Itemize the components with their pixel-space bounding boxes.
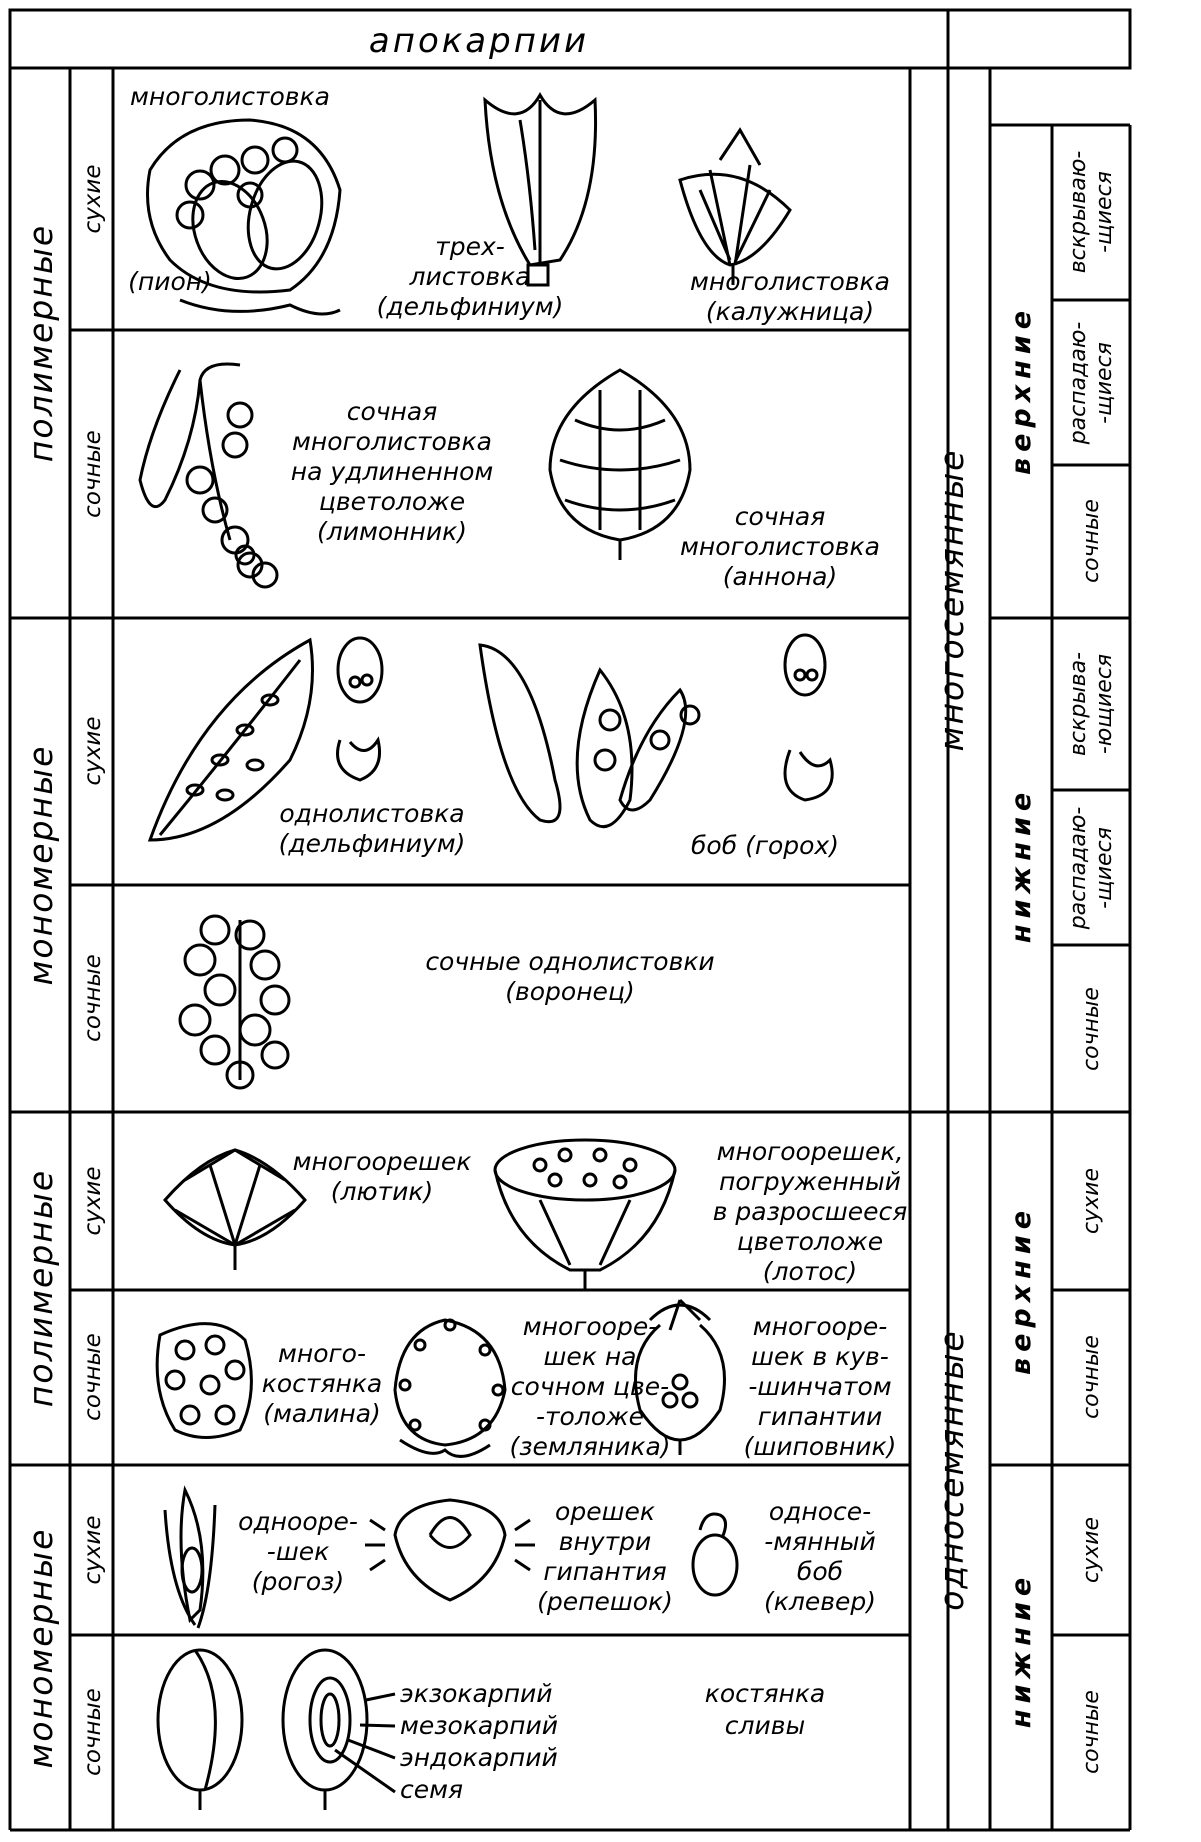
label-annona-text xyxy=(680,502,880,591)
label-lotus-text xyxy=(713,1137,908,1286)
label-lotus-line: в разросшееся xyxy=(712,1197,908,1226)
buttercup-fruit-icon xyxy=(165,1150,305,1270)
label-peony-multifollicle xyxy=(130,82,330,111)
label-peony-multifollicle-text xyxy=(130,82,330,111)
agrimony-fruit-icon xyxy=(365,1500,535,1600)
label-schizocarpic-1-line: распадаю- xyxy=(1066,321,1091,445)
label-dry-1: сухие xyxy=(80,164,106,234)
label-rosehip-line: -шинчатом xyxy=(748,1372,892,1401)
label-clover-line: -мянный xyxy=(764,1527,876,1556)
label-upper-1: верхние xyxy=(1006,304,1037,476)
label-type-juicy-3: сочные xyxy=(1079,1335,1104,1419)
label-schisandra-line: многолистовка xyxy=(292,427,492,456)
label-peony-name xyxy=(128,267,212,296)
label-delphinium-trifollicle-line: (дельфиниум) xyxy=(376,292,564,321)
label-drupe-layers-line: семя xyxy=(400,1775,464,1804)
label-juicy-1: сочные xyxy=(80,430,106,518)
label-dehiscent-2 xyxy=(1066,652,1117,756)
header-title: апокарпии xyxy=(368,21,590,61)
label-lotus xyxy=(713,1137,908,1286)
label-rosehip-line: гипантии xyxy=(757,1402,883,1431)
label-rosehip-text xyxy=(744,1312,897,1461)
label-delphinium-trifollicle-line: трех- xyxy=(435,232,505,261)
caltha-follicle-icon xyxy=(680,130,790,285)
label-juicy-3: сочные xyxy=(80,1333,106,1421)
label-delphinium-follicle-text xyxy=(279,799,466,858)
label-lotus-line: погруженный xyxy=(718,1167,902,1196)
label-polymerous-bottom: полимерные xyxy=(21,1168,60,1408)
label-pea-text xyxy=(691,831,839,860)
label-dry-3: сухие xyxy=(80,1166,106,1236)
label-plum-drupe-text xyxy=(705,1679,826,1740)
label-caltha-line: (калужница) xyxy=(705,297,875,326)
schisandra-fruit-icon xyxy=(140,364,277,587)
label-agrimony-text xyxy=(537,1497,673,1616)
lotus-fruit-icon xyxy=(495,1140,675,1290)
label-schisandra-line: сочная xyxy=(346,397,438,426)
label-schizocarpic-1 xyxy=(1066,322,1117,446)
label-agrimony-line: гипантия xyxy=(543,1557,667,1586)
label-dry-4: сухие xyxy=(80,1515,106,1585)
label-dry-2: сухие xyxy=(80,716,106,786)
cattail-achene-icon xyxy=(165,1490,215,1628)
label-schisandra-line: цветоложе xyxy=(318,487,466,516)
label-lotus-line: цветоложе xyxy=(736,1227,884,1256)
label-drupe-layers-text xyxy=(400,1679,558,1804)
label-schizocarpic-2 xyxy=(1066,807,1117,931)
label-dehiscent-2-line: -ющиеся xyxy=(1092,653,1117,755)
label-juicy-2: сочные xyxy=(80,954,106,1042)
label-dehiscent-1-line: -щиеся xyxy=(1092,171,1117,253)
label-cattail-text xyxy=(238,1507,358,1596)
pea-pod-icon xyxy=(480,635,832,827)
label-buttercup-text xyxy=(293,1147,472,1206)
label-schisandra-text xyxy=(291,397,494,546)
label-clover-text xyxy=(764,1497,876,1616)
label-dehiscent-2-text xyxy=(1066,652,1117,756)
label-raspberry xyxy=(262,1339,383,1428)
label-buttercup xyxy=(293,1147,472,1206)
label-strawberry-line: сочном цве- xyxy=(510,1372,670,1401)
label-pea-line: боб (горох) xyxy=(691,831,839,860)
label-delphinium-follicle-line: однолистовка xyxy=(279,799,465,828)
label-caltha xyxy=(690,267,890,326)
label-monomerous-top: мономерные xyxy=(21,744,60,986)
label-actaea xyxy=(425,947,714,1006)
label-caltha-line: многолистовка xyxy=(690,267,890,296)
left-axis-labels xyxy=(21,165,106,1776)
label-clover-line: (клевер) xyxy=(764,1587,876,1616)
label-plum-drupe-line: костянка xyxy=(704,1679,826,1708)
annona-fruit-icon xyxy=(550,370,690,560)
label-lotus-line: многоорешек, xyxy=(716,1137,904,1166)
label-strawberry-text xyxy=(509,1312,670,1461)
label-cattail-line: (рогоз) xyxy=(251,1567,345,1596)
label-clover-line: односе- xyxy=(768,1497,872,1526)
label-delphinium-follicle-line: (дельфиниум) xyxy=(278,829,466,858)
label-type-dry-1: сухие xyxy=(1079,1168,1104,1234)
label-one-seeded: односемянные xyxy=(932,1329,971,1611)
label-raspberry-text xyxy=(262,1339,383,1428)
label-agrimony-line: орешек xyxy=(555,1497,655,1526)
right-axis-labels xyxy=(1006,151,1117,1774)
label-many-seeded: многосемянные xyxy=(932,448,971,752)
label-agrimony-line: (репешок) xyxy=(537,1587,673,1616)
label-lower-2: нижние xyxy=(1006,1571,1037,1729)
label-polymerous-top: полимерные xyxy=(21,223,60,463)
label-plum-drupe-line: сливы xyxy=(724,1711,806,1740)
label-agrimony-line: внутри xyxy=(558,1527,652,1556)
label-annona xyxy=(680,502,880,591)
label-cattail-line: одноopе- xyxy=(238,1507,358,1536)
label-schizocarpic-2-text xyxy=(1066,807,1117,931)
label-actaea-line: (воронец) xyxy=(505,977,635,1006)
label-cattail xyxy=(238,1507,358,1596)
label-cattail-line: -шек xyxy=(266,1537,330,1566)
label-strawberry-line: (земляника) xyxy=(509,1432,671,1461)
label-type-juicy-4: сочные xyxy=(1079,1690,1104,1774)
label-drupe-layers-line: экзокарпий xyxy=(400,1679,553,1708)
label-drupe-layers-line: эндокарпий xyxy=(400,1743,558,1772)
label-schisandra xyxy=(291,397,494,546)
label-schizocarpic-2-line: -щиеся xyxy=(1092,827,1117,909)
label-lotus-line: (лотос) xyxy=(762,1257,858,1286)
plum-drupe-icon xyxy=(158,1650,395,1810)
label-strawberry-line: шек на xyxy=(543,1342,637,1371)
label-rosehip-line: (шиповник) xyxy=(743,1432,897,1461)
label-strawberry-line: многоopе- xyxy=(522,1312,658,1341)
label-dehiscent-1-line: вскрываю- xyxy=(1066,150,1091,274)
label-dehiscent-1-text xyxy=(1066,151,1117,274)
label-actaea-text xyxy=(425,947,714,1006)
label-actaea-line: сочные однолистовки xyxy=(425,947,715,976)
label-raspberry-line: костянка xyxy=(261,1369,383,1398)
label-delphinium-trifollicle-line: листовка xyxy=(409,262,531,291)
label-plum-drupe xyxy=(705,1679,826,1740)
label-type-juicy-2: сочные xyxy=(1079,987,1104,1071)
label-type-dry-2: сухие xyxy=(1079,1517,1104,1583)
label-schizocarpic-2-line: распадаю- xyxy=(1066,806,1091,930)
label-dehiscent-2-line: вскрыва- xyxy=(1066,651,1091,757)
label-schizocarpic-1-text xyxy=(1066,322,1117,446)
label-pea xyxy=(691,831,839,860)
label-upper-2: верхние xyxy=(1006,1204,1037,1376)
label-monomerous-bottom: мономерные xyxy=(21,1527,60,1769)
label-rosehip-line: шек в кув- xyxy=(751,1342,889,1371)
label-annona-line: многолистовка xyxy=(680,532,880,561)
label-annona-line: (аннона) xyxy=(722,562,838,591)
label-strawberry-line: -толоже xyxy=(535,1402,645,1431)
label-dehiscent-1 xyxy=(1066,151,1117,274)
label-buttercup-line: многоорешек xyxy=(292,1147,472,1176)
label-caltha-text xyxy=(690,267,890,326)
label-schisandra-line: (лимонник) xyxy=(317,517,467,546)
label-buttercup-line: (лютик) xyxy=(330,1177,434,1206)
label-agrimony xyxy=(537,1497,673,1616)
label-schizocarpic-1-line: -щиеся xyxy=(1092,342,1117,424)
label-schisandra-line: на удлиненном xyxy=(290,457,494,486)
label-raspberry-line: (малина) xyxy=(263,1399,381,1428)
label-peony-multifollicle-line: многолистовка xyxy=(130,82,330,111)
label-peony-name-text xyxy=(128,267,212,296)
label-delphinium-follicle xyxy=(279,799,466,858)
label-lower-1: нижние xyxy=(1006,786,1037,944)
label-raspberry-line: много- xyxy=(278,1339,366,1368)
label-rosehip-line: многоopе- xyxy=(752,1312,888,1341)
label-juicy-4: сочные xyxy=(80,1688,106,1776)
label-peony-name-line: (пион) xyxy=(128,267,212,296)
label-strawberry xyxy=(509,1312,670,1461)
strawberry-fruit-icon xyxy=(395,1320,505,1456)
label-type-juicy-1: сочные xyxy=(1079,499,1104,583)
label-drupe-layers-line: мезокарпий xyxy=(400,1711,558,1740)
actaea-berries-icon xyxy=(180,916,289,1088)
label-rosehip xyxy=(744,1312,897,1461)
label-clover xyxy=(764,1497,876,1616)
label-annona-line: сочная xyxy=(734,502,826,531)
label-clover-line: боб xyxy=(796,1557,844,1586)
raspberry-fruit-icon xyxy=(157,1324,251,1438)
label-drupe-layers xyxy=(400,1679,558,1804)
clover-pod-icon xyxy=(693,1514,737,1595)
